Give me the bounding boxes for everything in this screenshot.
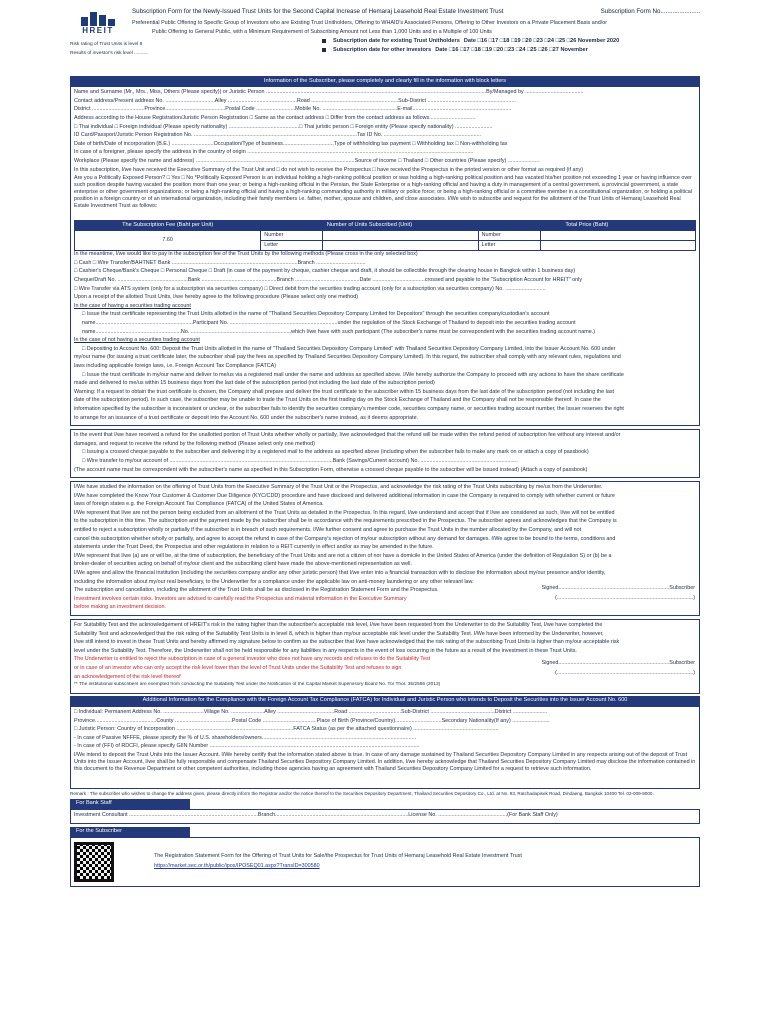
refund-line[interactable]: □ Wire transfer to my/our account of .............................................................................................................Bank (Savings/Current account) No. ................................................................. [82,457,518,464]
payment-line: information specified by the subscriber is inconsistent or unclear, or the subscriber fails to identify the securities company's member code, securities company name, or securities trading account number, the Issuer reserves the right [74,405,624,412]
fatca-line[interactable]: - In case of Passive NFFFE, please specify the % of U.S. shareholders/owners....................................................................................................... [74,734,417,741]
payment-line[interactable]: □ Cash □ Wire Transfer/BAHTNET Bank ....................................................................................Branch ................................. [74,259,366,266]
payment-line: In the case of having a securities trading account [74,302,191,309]
payment-line[interactable]: □ Issue the trust certificate in my/our name and deliver to me/us via a registered mail under the name and address as specified above. I/We hereby authorize the Company to proceed with any actions to have the share certificate [82,371,624,378]
subscriber-info-section [70,86,700,426]
suitability-section [70,619,700,694]
ack-line: including the information about my/our real beneficiary, to the Underwriter for a compliance under the applicable law on anti-money laundering or any other relevant law. [74,578,474,585]
fee-header: The Subscription Fee (Baht per Unit) [75,221,261,231]
units-number-field[interactable] [323,231,478,241]
refund-line[interactable]: □ Issuing a crossed cheque payable to the subscriber and delivering it by a registered mail to the address as specified above (including when the subscriber fails to make any mark on or attach a copy of passbook) [82,449,589,456]
hreit-logo [70,8,126,74]
payment-line[interactable]: name.................................................................Participant No. ........................................................................under the regulation of the Stock Exchange of Thailand to deposit into the securities trading account [82,320,576,326]
suit-warning: or in case of an investor who can only accept the risk level lower than the level of Trust Units under the Suitability Test and refuses to sign [74,664,402,671]
payment-line: In the case of not having a securities trading account [74,337,200,344]
form-number[interactable]: Subscription Form No....................... [600,8,700,15]
refund-line: damages, and request to receive the refund by the following method (Please select only one method) [74,440,315,447]
units-letter-field[interactable] [323,241,478,251]
fatca-band: Additional Information for the Compliance with the Foreign Account Tax Compliance (FATCA) for Individual and Juristic Person who intends to Deposit the Securities into the Issuer Account No. 600 [70,696,700,706]
info-line[interactable]: Address according to the House Registration/Juristic Person Registration □ Same as the contact address □ Differ from the contact address as follows............................... [74,114,476,121]
risk-warning: Investment involves certain risks. Investors are advised to carefully read the Prospectus and material information in the Executive Summary [74,595,407,602]
payment-line: my/our name (for issuing a trust certificate later, the subscriber shall pay the fees as specified by Thailand Securities Depository Company Limited). In this regard, the subscriber shall comply with any relevant rules, regulations and [74,354,621,361]
fatca-line[interactable]: Province.........................................County ......................................Postal Code ....................................Place of Birth (Province/Country)...............................Secondary Nationality(If any) ......................... [74,717,550,724]
suit-line: Suitability Test and acknowledged that the risk rating of the Suitability Test Units is in level 8, which is higher than my/our acceptable risk level under the Suitability Test. I/We have been informed by the Underwriter, however, [74,630,604,637]
fatca-line[interactable]: - In case of (FFI) of RDCFI, please specify GIIN Number ............................................................................................................................................ [74,743,420,750]
total-letter-label: Letter [478,241,540,251]
info-band: Information of the Subscriber, please completely and clearly fill in the information with block letters [70,76,700,86]
ack-line: I/We represent that I/we (a) are or will be, at the time of subscription, the beneficiary of the Trust Units and are not a citizen of nor have a domicile in the United States of America (under the definition of Regulation S) or (b) be a [74,552,612,559]
signature-name[interactable]: (...........................................................................................) [555,595,695,601]
suit-line: level under the Suitability Test. Therefore, the Underwriter shall not be held responsible for any liabilities in any respects in the event of loss occurring in the future as a result of the investment in these Trust Units. [74,647,577,654]
ack-line: I/We have studied the information on the offering of Trust Units from the Executive Summary of the Trust Unit or the Prospectus, and acknowledge the risk rating of the Trust Units subscribing by me/us from the Underwriter. [74,484,603,491]
risk-warning: before making an investment decision. [74,604,166,611]
offering-line: Preferential Public Offering to Specific Group of Investors who are Existing Trust Unitholders, Offering to WHAID's Associated Persons, Offering to Other Investors on a Private Placement Basis and/or [132,19,608,26]
info-line[interactable]: Name and Surname (Mr., Mrs., Miss, Others (Please specify)) or Juristic Person ...................................................................................................................................................By/Managed by ....................................... [74,89,584,96]
ack-line: statements under the Trust Deed, the Prospectus and other regulations in relation to a REIT currently in effect and/or as may be amended in the future. [74,544,434,551]
prospectus-link[interactable]: https://market.sec.or.th/public/ipos/IPOSEQ01.aspx?TransID=300580 [154,863,320,870]
logo-mark [81,12,115,26]
payment-line: In the meantime, I/we would like to pay in the subscription fee of the Trust Units by the following methods (Please cross in the only selected box) [74,251,418,258]
info-line[interactable]: Date of birth/Date of incorporation (B.E.) ............................Occupation/Type of business..................................Type of withholding tax payment □ Withholding tax □ Non-withholding tax [74,140,508,147]
bank-staff-section [70,809,700,824]
ack-line: entitled to reject a subscription wholly or partially if the subscriber is in breach of such requirements. I/We further consent and agree to purchase the Trust Units in the number allocated by the Company, and will not [74,527,582,534]
ack-line: The subscription and cancellation, including the allotment of the Trust Units shall be as disclosed in the Registration Statement Form and the Prospectus. [74,587,439,594]
info-line[interactable]: In this subscription, I/we have received the Executive Summary of the Trust Unit and □ do not wish to receive the Prospectus □ have received the Prospectus in the printed version or other format as required (if any) [74,166,583,173]
qr-code-icon [74,842,114,882]
units-letter-label: Letter [261,241,323,251]
ack-line: cancel this subscription whether wholly or partially, and agree to accept the refund in case of the Company's rejection of my/our subscription without any demand for damages. I/We agree to be bound to the terms, conditions and [74,535,616,542]
existing-date-label: Subscription date for existing Trust Unitholders [333,37,460,44]
subscriber-section [70,837,700,887]
payment-line: laws including applicable foreign laws, i.e. Foreign Account Tax Compliance (FATCA) [74,362,277,369]
fatca-section [70,706,700,789]
bank-staff-line[interactable]: Investment Consultant ......................................................................................Branch.........................................................................................License No. ..............................................(For Bank Staff Only) [74,811,558,818]
payment-line: date of the subscription period). In such case, the subscriber may be unable to trade the Trust Units on the first trading day on the Stock Exchange of Thailand and the Company shall not be responsible thereof. In case the [74,397,601,404]
refund-line: (The account name must be correspondent with the subscriber's name as specified in this Subscription Form, otherwise a crossed cheque payable to the subscriber will be issued instead) (Attach a copy of passbook) [74,466,588,473]
ack-line: broker-dealer of securities acting on behalf of my/our client and the subscribing client have made the above-mentioned representation as well. [74,561,413,568]
other-dates[interactable]: Date □16 □17 □18 □19 □20 □23 □24 □25 □26 □27 November [435,46,588,53]
payment-line[interactable]: Cheque/Draft No. ...............................................Bank ..................................................Branch ...........................................Date ...................................crossed and payable to the "Subscription Account for HREIT" only [74,277,583,284]
payment-line[interactable]: name.........................................................No. ...................................................................which I/we have with such participant (The subscriber's name must be correspondent with the securities trading account name.) [82,328,596,335]
acknowledgement-section [70,481,700,616]
suit-line: For Suitability Test and the acknowledgement of HREIT's risk in the rating higher than the subscriber's acceptable risk level, I/we have been requested from the Underwriter to do the Suitability Test, I/we have completed the [74,622,603,628]
payment-line[interactable]: □ Cashier's Cheque/Bank's Cheque □ Personal Cheque □ Draft (in case of the payment by cheque, cashier cheque and draft, it should be collectible through the clearing house in Bangkok within 1 business day) [74,268,576,275]
units-number-label: Number [261,231,323,241]
ack-line: I/We have completed the Know Your Customer & Customer Due Diligence (KYC/CDD) procedure and have disclosed and delivered additional information in case the Company is required to comply with whether current or future [74,492,616,499]
payment-line: made and delivered to me/us within 15 business days from the last date of the subscription period (not including the last date of the subscription period) [74,380,435,387]
info-line[interactable]: Contact address/Present address No. .................................Alley ..............................................Road ..........................................................Sub-District ........................................................... [74,97,516,104]
info-line[interactable]: □ Thai individual □ Foreign individual (Please specify nationality) ...............................................□ Thai juristic person □ Foreign entity (Please specify nationality) ......................... [74,123,493,130]
ack-line: I/We represent that I/we are not the person being excluded from an allotment of the Trust Units as detailed in the Prospectus. In this regard, I/we understand and accept that if I/we are considered as such, I/we will not be entitled [74,509,615,516]
total-number-field[interactable] [540,231,695,241]
fatca-line[interactable]: □ Juristic Person: Country of Incorporation ..............................................................................FATCA Status (as per the attached questionnaire) ......................................................... [74,726,499,733]
units-header: Number of Units Subscribed (Unit) [261,221,478,231]
total-letter-field[interactable] [540,241,695,251]
suit-signature-name[interactable]: (...........................................................................................) [555,669,695,676]
fee-table [74,220,696,251]
risk-level: Risk rating of Trust Units is level 8 [70,42,143,47]
payment-line[interactable]: □ Issue the trust certificate representing the Trust Units allotted in the name of "Thailand Securities Depository Company Limited for Depositors" through the securities company/custodian's account [82,311,550,318]
signature-line[interactable]: Signed..........................................................................Subscriber [541,585,695,592]
info-line[interactable]: District ...................................Province........................................Postal Code ..........................Mobile No. ..................................................E-mail.................................................................. [74,106,512,113]
payment-line: Warning: If a request to obtain the trust certificate is chosen, the Company shall prepare and deliver the trust certificate to the subscriber within 15 business days from the last date of the subscription period (not including the last [74,388,615,395]
bank-staff-band: For Bank Staff [70,799,190,809]
other-date-label: Subscription date for other investors [333,46,432,53]
suit-warning: an acknowledgement of the risk level thereof [74,673,181,680]
ack-line: to the subscription in this time. The subscription and the payment made by the subscriber shall be in accordance with the requirements prescribed in the Prospectus. The subscriber agrees and acknowledges that the Company is [74,518,617,525]
logo-word: HREIT [82,26,114,35]
total-header: Total Price (Baht) [478,221,695,231]
fatca-paragraph: I/We intend to deposit the Trust Units into the Issuer Account. I/We hereby certify that the information stated above is true. In case of any damage sustained by Thailand Securities Depository Company Limited in any respects arising out of the deposit of Trust Units into the Issuer Account, I/we shall be fully responsible and compensate Thailand Securities Depository Company Limited. In addition, I/we hereby acknowledge that Thailand Securities Depository Company Limited may disclose the information contained in this document to the Revenue Department or other competent authorities, including those agencies having an agreement with Thailand Securities Depository Company Limited for a request to retrieve such information. [74,751,696,772]
info-line[interactable]: Workplace (Please specify the name and address) ..........................................................................................................Source of income □ Thailand □ Other countries (Please specify) ..................... [74,157,540,164]
refund-section [70,429,700,478]
form-header [70,8,700,74]
suit-signature-line[interactable]: Signed..........................................................................Subscriber [541,660,695,666]
payment-line: Upon a receipt of the allotted Trust Units, I/we hereby agree to the following procedure (Please select only one method) [74,294,359,301]
pep-paragraph[interactable]: Are you a Politically Exposed Person? □ Yes □ No *Politically Exposed Person is an individual holding a high-ranking political position or was holding a high-ranking political position and has vacated his/her position not exceeding 1 year or having influence over such position despite having vacated the position more than one year; or being a high-ranking official in the Persian, the State Enterprise or a high-ranking official and having a duty in management of a central government, a provincial government, a state enterprise or other government organizations; or being a high-ranking official and having a high-ranking commanding authority in military or police force; or being a high-ranking official or a committee member in a constitutional organization, or holding a political position in a foreign country or of an international organization, including their family members i.e. father, mother, spouse and children, and close associates. I/We wish to subscribe and request for the allotment of the Trust Units of Hemaraj Leasehold Real Estate Investment Trust as follows: [74,175,692,209]
ack-line: laws of foreign states e.g. the Foreign Account Tax Compliance (FATCA) of the United States of America. [74,501,324,508]
suit-line: I/we still intend to invest in these Trust Units and hereby affirmed my signature below to confirm as the subscriber that I/we have acknowledged that the risk rating of the subscribing Trust Units is higher than my/our acceptable risk [74,639,620,646]
ack-line: I/We agree and allow the financial institution (including the securities company and/or any other juristic person) that I/we enter into a financial transaction with to disclose the information about my/our presence and/or identity, [74,570,606,577]
info-line[interactable]: In case of a foreigner, please specify the address in the country of origin ....................................................................................................................................................... [74,149,474,156]
payment-line: to arrange for an issuance of a trust certificate or deposit into the Account No. 600 under the subscriber's name instead, as it deems appropriate. [74,414,419,421]
fatca-line[interactable]: □ Individual: Permanent Address No. ...........................Village No. ......................Alley ......................................Road ...................................Sub-District ...........................................District ....................... [74,708,548,715]
refund-line: In the event that I/we have received a refund for the unallotted portion of Trust Units whether wholly or partially, I/we acknowledged that the refund will be made within the refund period of subscription fee without any interest and/or [74,432,621,439]
fee-value: 7.60 [75,231,261,251]
subscriber-band: For the Subscriber [70,827,190,837]
info-line[interactable]: ID Card/Passport/Juristic Person Registration No. .............................................................................................................Tax ID No. ................................................................. [74,132,482,139]
suit-warning: The Underwriter is entitled to reject the subscription in case of a general investor who does not have any records and refuses to do the Suitability Test [74,656,431,663]
total-number-label: Number [478,231,540,241]
risk-assessment[interactable]: Results of investor's risk level ........... [70,51,149,57]
suit-note: ** The institutional subscribers are exempted from conducting the Suitability Test under the Notification of the Capital Market Supervisory Board No. Tor Thor. 35/2556 (2013) [74,682,441,688]
public-offering-line: Public Offering to General Public, with a Minimum Requirement of Subscribing Amount not Less than 1,000 Units and in a Multiple of 100 Units [152,28,492,35]
form-title: Subscription Form for the Newly-Issued Trust Units for the Second Capital Increase of Hemaraj Leasehold Real Estate Investment Trust [132,8,504,15]
existing-dates[interactable]: Date □16 □17 □18 □19 □20 □23 □24 □25 □26 November 2020 [463,37,620,44]
remark: Remark : The subscriber who wishes to change the address given, please directly inform the Registrar and/or the notice thereof to the Securities Depository Department, Thailand Securities Depository Co., Ltd. at No. 93, Ratchadapisek Road, Dindaeng, Bangkok 10400 Tel. 02-009-9000. [70,790,654,796]
prospectus-text: The Registration Statement Form for the Offering of Trust Units for Sale/the Prospectus for Trust Units of Hemaraj Leasehold Real Estate Investment Trust [154,853,522,860]
payment-line[interactable]: □ Wire Transfer via ATS system (only for a subscription via securities company) □ Direct debit from the securities trading account (only for a subscription via securities company) No. ........................... [74,285,546,292]
payment-line[interactable]: □ Depositing to Account No. 600: Deposit the Trust Units allotted in the name of "Thailand Securities Depository Company Limited" with Thailand Securities Depository Company Limited, into the Issuer Account No. 600 under [82,345,616,352]
